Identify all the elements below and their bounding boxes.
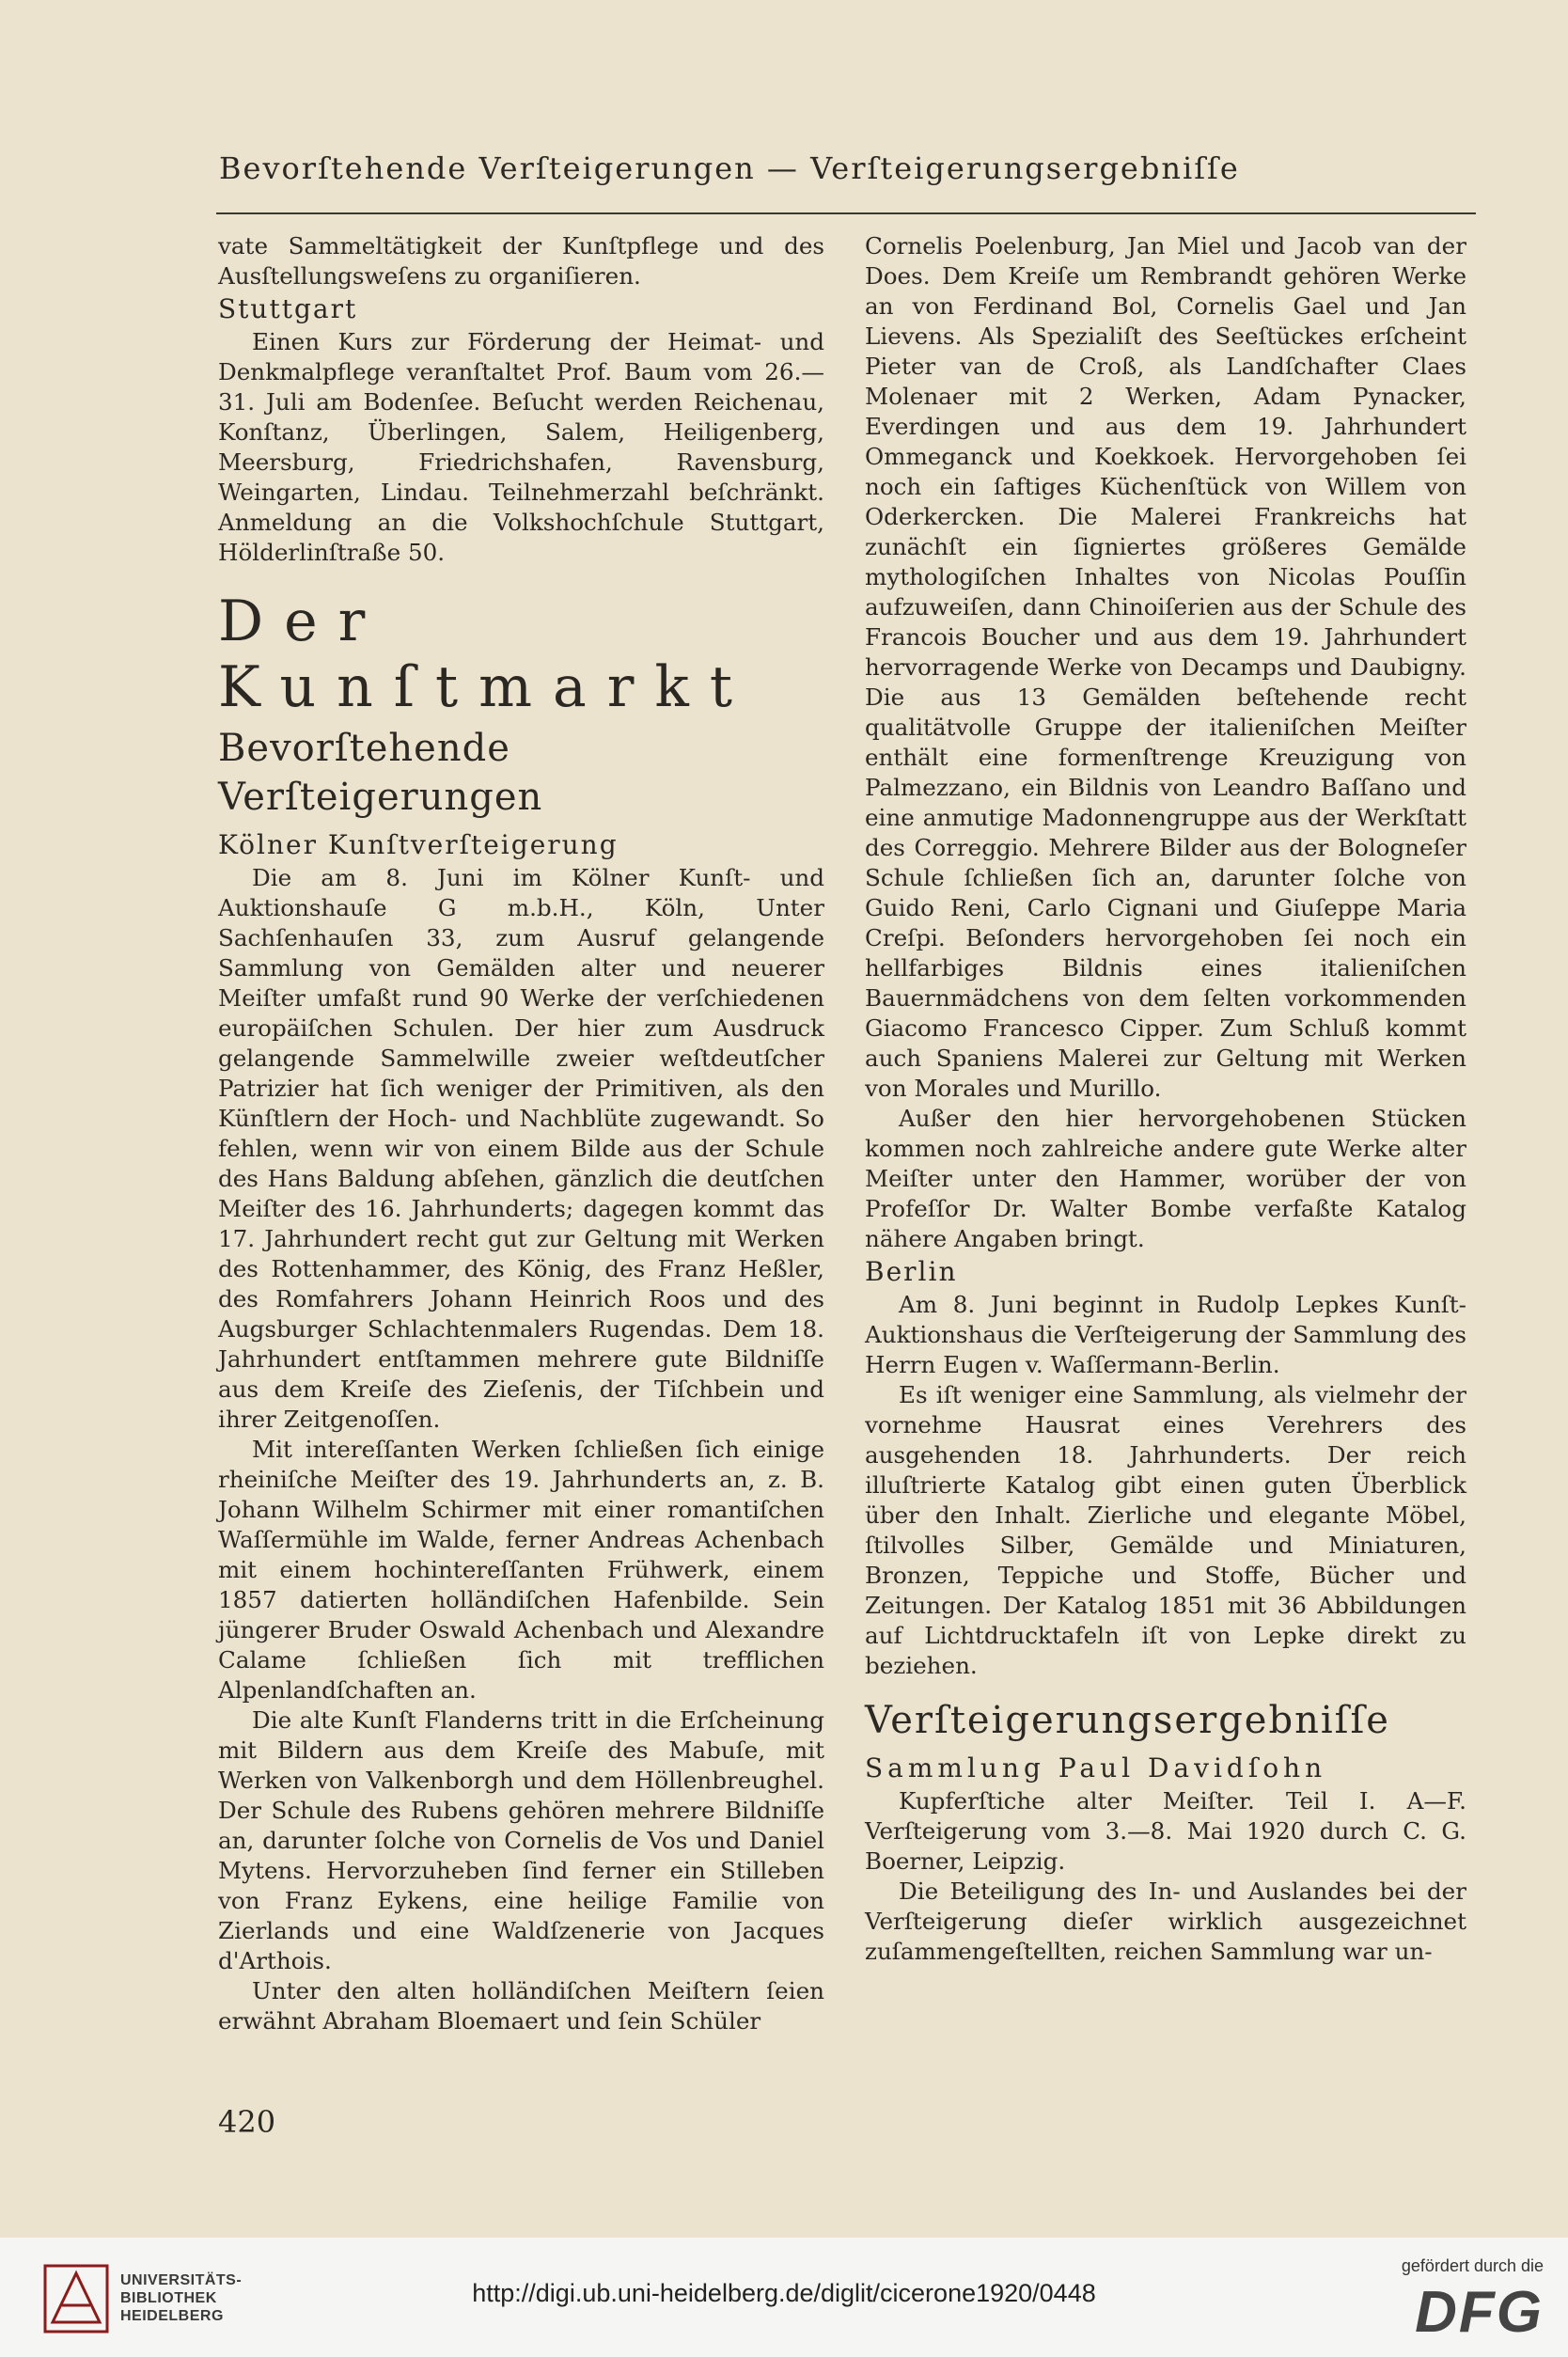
paragraph: Es iſt weniger eine Sammlung, als vielmehr der vornehme Hausrat eines Verehrers des ausgehenden 18. Jahrhunderts. Der reich illuſtrierte Katalog gibt einen guten Überblick über den Inhalt. Zierliche und elegante Möbel, ſtilvolles Silber, Gemälde und Miniaturen, Bronzen, Teppiche und Stoffe, Bücher und Zeitungen. Der Katalog 1851 mit 36 Abbildungen auf Lichtdrucktafeln iſt von Lepke direkt zu beziehen. [865, 1381, 1466, 1679]
paragraph: Mit intereſſanten Werken ſchließen ſich einige rheiniſche Meiſter des 19. Jahrhunderts an, z. B. Johann Wilhelm Schirmer mit einer romantiſchen Waſſermühle im Walde, ferner Andreas Achenbach mit einem hochintereſſanten Frühwerk, einem 1857 datierten holländiſchen Hafenbilde. Sein jüngerer Bruder Oswald Achenbach und Alexandre Calame ſchließen ſich mit trefflichen Alpenlandſchaften an. [218, 1436, 824, 1704]
paragraph: Die Beteiligung des In- und Auslandes bei der Verſteigerung dieſer wirklich ausgezeichnet zuſammengeſtellten, reichen Sammlung war un- [865, 1878, 1466, 1965]
university-name: UNIVERSITÄTS- BIBLIOTHEK HEIDELBERG [120, 2272, 243, 2324]
paragraph: Cornelis Poelenburg, Jan Miel und Jacob van der Does. Dem Kreiſe um Rembrandt gehören Werke an von Ferdinand Bol, Cornelis Gael und Jan Lievens. Als Spezialiſt des Seeſtückes erſcheint Pieter van de Croß, als Landſchafter Claes Molenaer mit 2 Werken, Adam Pynacker, Everdingen und aus dem 19. Jahrhundert Ommeganck und Koekkoek. Hervorgehoben ſei noch ein ſaftiges Küchenſtück von Willem von Oderkercken. Die Malerei Frankreichs hat zunächſt ein ſigniertes größeres Gemälde mythologiſchen Inhaltes von Nicolas Pouſſin aufzuweiſen, dann Chinoiſerien aus der Schule des Francois Boucher und aus dem 19. Jahrhundert hervorragende Werke von Decamps und Daubigny. Die aus 13 Gemälden beſtehende recht qualitätvolle Gruppe der italieniſchen Meiſter enthält eine formenſtrenge Kreuzigung von Palmezzano, ein Bildnis von Leandro Baſſano und eine anmutige Madonnengruppe aus der Werkſtatt des Correggio. Mehrere Bilder aus der Bologneſer Schule ſchließen ſich an, darunter ſolche von Guido Reni, Carlo Cignani und Giuſeppe Maria Creſpi. Beſonders hervorgehoben ſei noch ein hellfarbiges Bildnis eines italieniſchen Bauernmädchens von dem ſelten vorkommenden Giacomo Francesco Cipper. Zum Schluß kommt auch Spaniens Malerei zur Geltung mit Werken von Morales und Murillo. [865, 232, 1466, 1102]
paragraph: Unter den alten holländiſchen Meiſtern ſeien erwähnt Abraham Bloemaert und ſein Schüler [218, 1977, 824, 2035]
footer-bar [0, 2238, 1568, 2357]
paragraph: Außer den hier hervorgehobenen Stücken kommen noch zahlreiche andere gute Werke alter Meiſter unter den Hammer, worüber der von Profeſſor Dr. Walter Bombe verfaßte Katalog nähere Angaben bringt. [865, 1105, 1466, 1252]
paragraph: Die am 8. Juni im Kölner Kunſt- und Auktionshauſe G m.b.H., Köln, Unter Sachſenhauſen 33, zum Ausruf gelangende Sammlung von Gemälden alter und neuerer Meiſter umfaßt rund 90 Werke der verſchiedenen europäiſchen Schulen. Der hier zum Ausdruck gelangende Sammelwille zweier weſtdeutſcher Patrizier hat ſich weniger der Primitiven, als den Künſtlern der Hoch- und Nachblüte zugewandt. So fehlen, wenn wir von einem Bilde aus der Schule des Hans Baldung abſehen, gänzlich die deutſchen Meiſter des 16. Jahrhunderts; dagegen kommt das 17. Jahrhundert recht gut zur Geltung mit Werken des Rottenhammer, des König, des Franz Heßler, des Romfahrers Johann Heinrich Roos und des Augsburger Schlachtenmalers Rugendas. Dem 18. Jahrhundert entſtammen mehrere gute Bildniſſe aus dem Kreiſe des Zieſenis, der Tiſchbein und ihrer Zeitgenoſſen. [218, 864, 824, 1433]
running-head: Bevorſtehende Verſteigerungen — Verſteigerungsergebniſſe [219, 150, 1240, 186]
paragraph: Einen Kurs zur Förderung der Heimat- und Denkmalpflege veranſtaltet Prof. Baum vom 26.—31. Juli am Bodenſee. Beſucht werden Reichenau, Konſtanz, Überlingen, Salem, Heiligenberg, Meersburg, Friedrichshafen, Ravensburg, Weingarten, Lindau. Teilnehmerzahl beſchränkt. Anmeldung an die Volkshochſchule Stuttgart, Hölderlinſtraße 50. [218, 328, 824, 566]
right-column [865, 231, 1466, 1967]
section-heading-koeln: Kölner Kunſtverſteigerung [218, 829, 619, 860]
header-rule [216, 212, 1476, 214]
dfg-logo: DFG [1415, 2280, 1544, 2345]
section-title: Bevorſtehende Verſteigerungen [218, 727, 543, 819]
paragraph: vate Sammeltätigkeit der Kunſtpflege und des Ausſtellungsweſens zu organiſieren. [218, 232, 824, 290]
funded-by-label: gefördert durch die [1401, 2256, 1544, 2275]
paragraph: Am 8. Juni beginnt in Rudolp Lepkes Kunſt-Auktionshaus die Verſteigerung der Sammlung des Herrn Eugen v. Waſſermann-Berlin. [865, 1291, 1466, 1378]
section-heading-stuttgart: Stuttgart [218, 293, 358, 324]
paragraph: Kupferſtiche alter Meiſter. Teil I. A—F. Verſteigerung vom 3.—8. Mai 1920 durch C. G. Boerner, Leipzig. [865, 1787, 1466, 1875]
section-heading-berlin: Berlin [865, 1256, 958, 1287]
main-title: Der Kunſtmarkt [218, 589, 753, 720]
section-heading-davidsohn: Sammlung Paul Davidſohn [865, 1752, 1327, 1783]
page-number: 420 [218, 2104, 276, 2140]
paragraph: Die alte Kunſt Flanderns tritt in die Erſcheinung mit Bildern aus dem Kreiſe des Mabuſe, mit Werken von Valkenborgh und dem Höllenbreughel. Der Schule des Rubens gehören mehrere Bildniſſe an, darunter ſolche von Cornelis de Vos und Daniel Mytens. Hervorzuheben ſind ferner ein Stilleben von Franz Eykens, eine heilige Familie von Zierlands und eine Waldſzenerie von Jacques d'Arthois. [218, 1706, 824, 1974]
left-column [218, 231, 824, 2036]
source-url-link[interactable]: http://digi.ub.uni-heidelberg.de/diglit/cicerone1920/0448 [472, 2279, 1096, 2307]
results-title: Verſteigerungsergebniſſe [865, 1699, 1390, 1742]
